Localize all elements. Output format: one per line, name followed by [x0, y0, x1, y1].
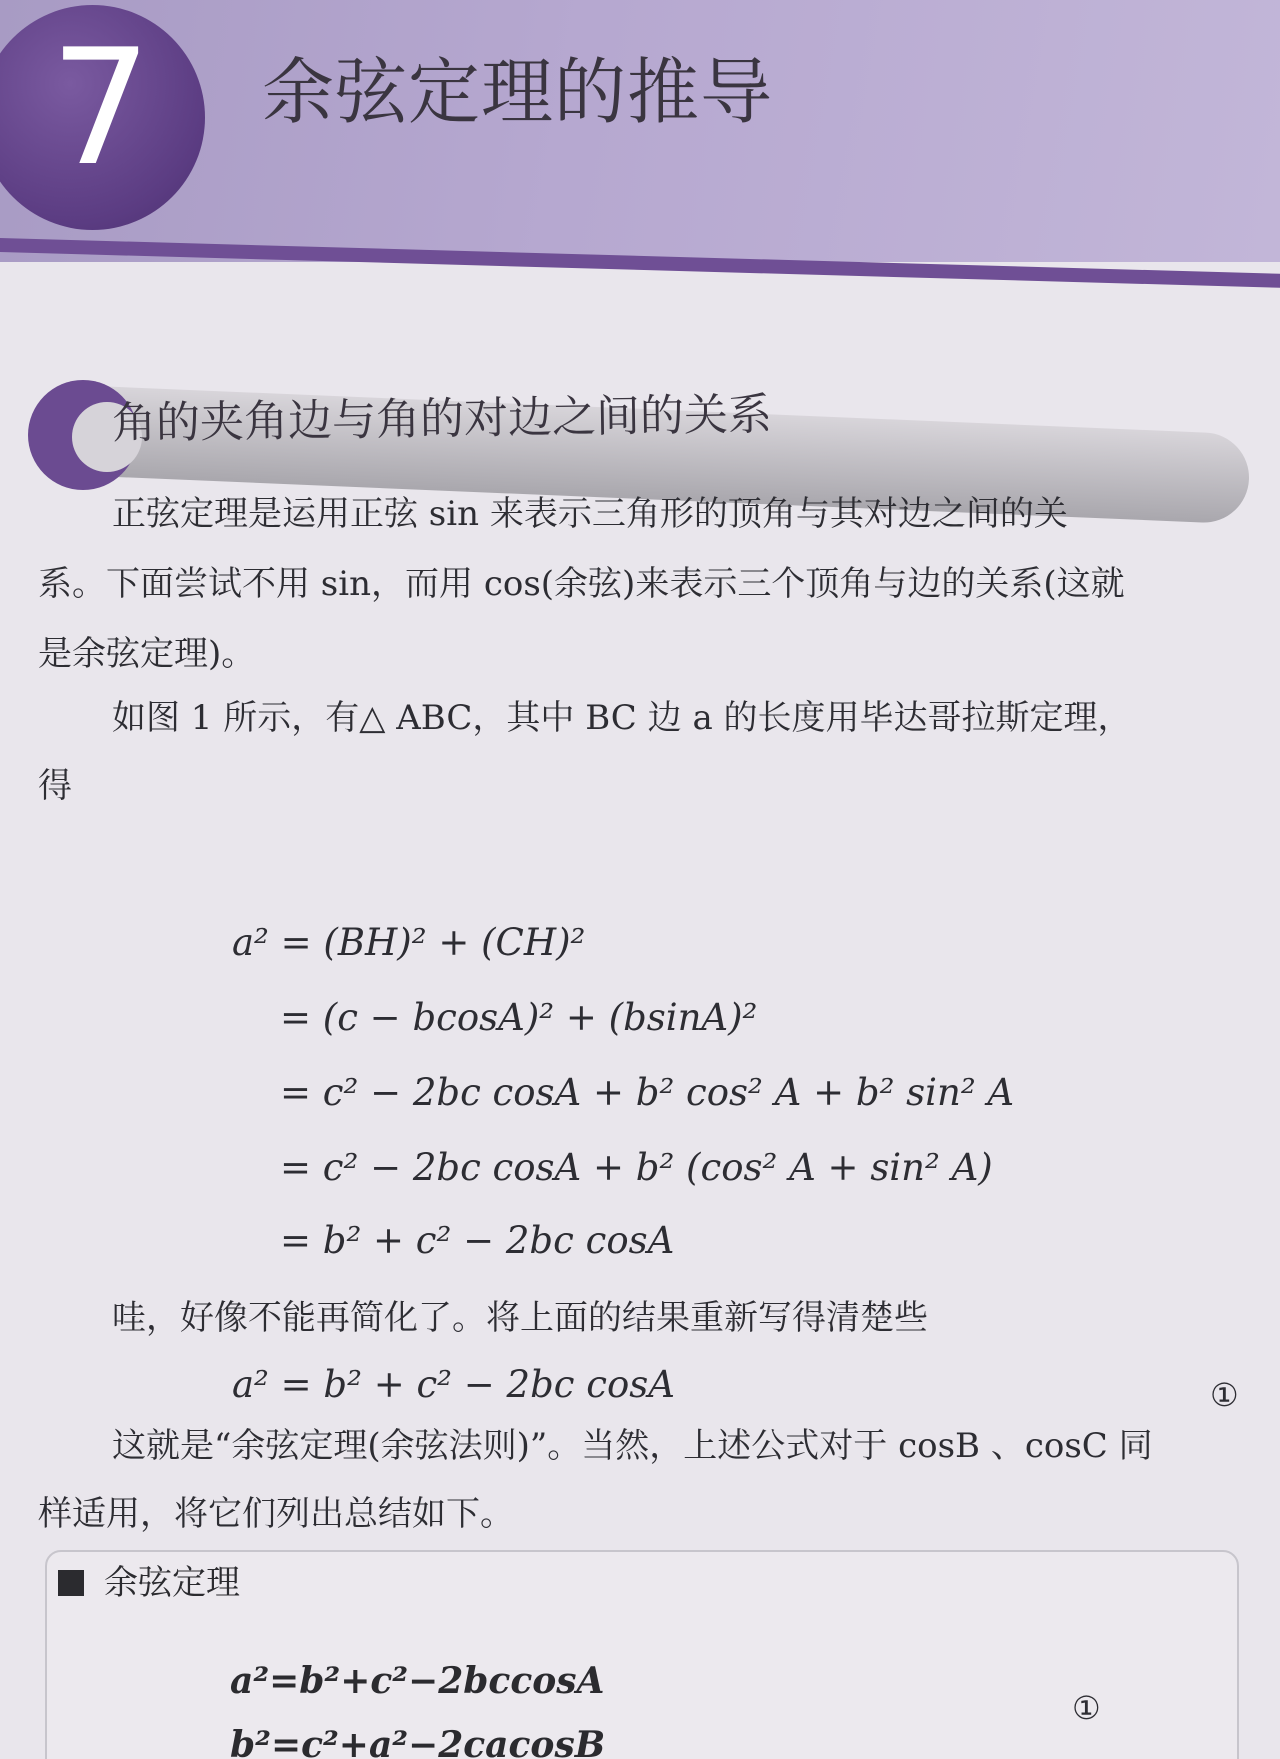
paragraph-line: 样适用，将它们列出总结如下。 — [38, 1494, 514, 1534]
summary-bullet — [58, 1570, 84, 1596]
derivation-step: = (c − bcosA)² + (bsinA)² — [280, 996, 758, 1039]
paragraph-line: 正弦定理是运用正弦 sin 来表示三角形的顶角与其对边之间的关 — [112, 494, 1068, 534]
chapter-number: 7 — [50, 14, 152, 201]
paragraph-line: 这就是“余弦定理(余弦法则)”。当然，上述公式对于 cosB 、cosC 同 — [112, 1426, 1153, 1466]
paragraph-line: 哇，好像不能再简化了。将上面的结果重新写得清楚些 — [112, 1298, 928, 1338]
derivation-step: = c² − 2bc cosA + b² cos² A + b² sin² A — [280, 1071, 1015, 1114]
equation-number: ① — [1072, 1689, 1101, 1727]
summary-equation: b²=c²+a²−2cacosB — [230, 1724, 606, 1759]
paragraph-line: 如图 1 所示，有△ ABC，其中 BC 边 a 的长度用毕达哥拉斯定理， — [112, 698, 1132, 738]
paragraph-line: 得 — [38, 766, 72, 806]
result-equation: a² = b² + c² − 2bc cosA — [232, 1363, 675, 1406]
summary-equation: a²=b²+c²−2bccosA — [230, 1660, 605, 1702]
derivation-step: a² = (BH)² + (CH)² — [232, 921, 586, 964]
paragraph-line: 是余弦定理)。 — [38, 634, 256, 674]
chapter-title: 余弦定理的推导 — [262, 50, 774, 134]
paragraph-line: 系。下面尝试不用 sin，而用 cos(余弦)来表示三个顶角与边的关系(这就 — [38, 564, 1125, 604]
section-title: 角的夹角边与角的对边之间的关系 — [111, 389, 773, 450]
derivation-step: = c² − 2bc cosA + b² (cos² A + sin² A) — [280, 1146, 993, 1189]
summary-title: 余弦定理 — [104, 1563, 240, 1603]
derivation-step: = b² + c² − 2bc cosA — [280, 1219, 675, 1262]
equation-number: ① — [1210, 1376, 1239, 1414]
